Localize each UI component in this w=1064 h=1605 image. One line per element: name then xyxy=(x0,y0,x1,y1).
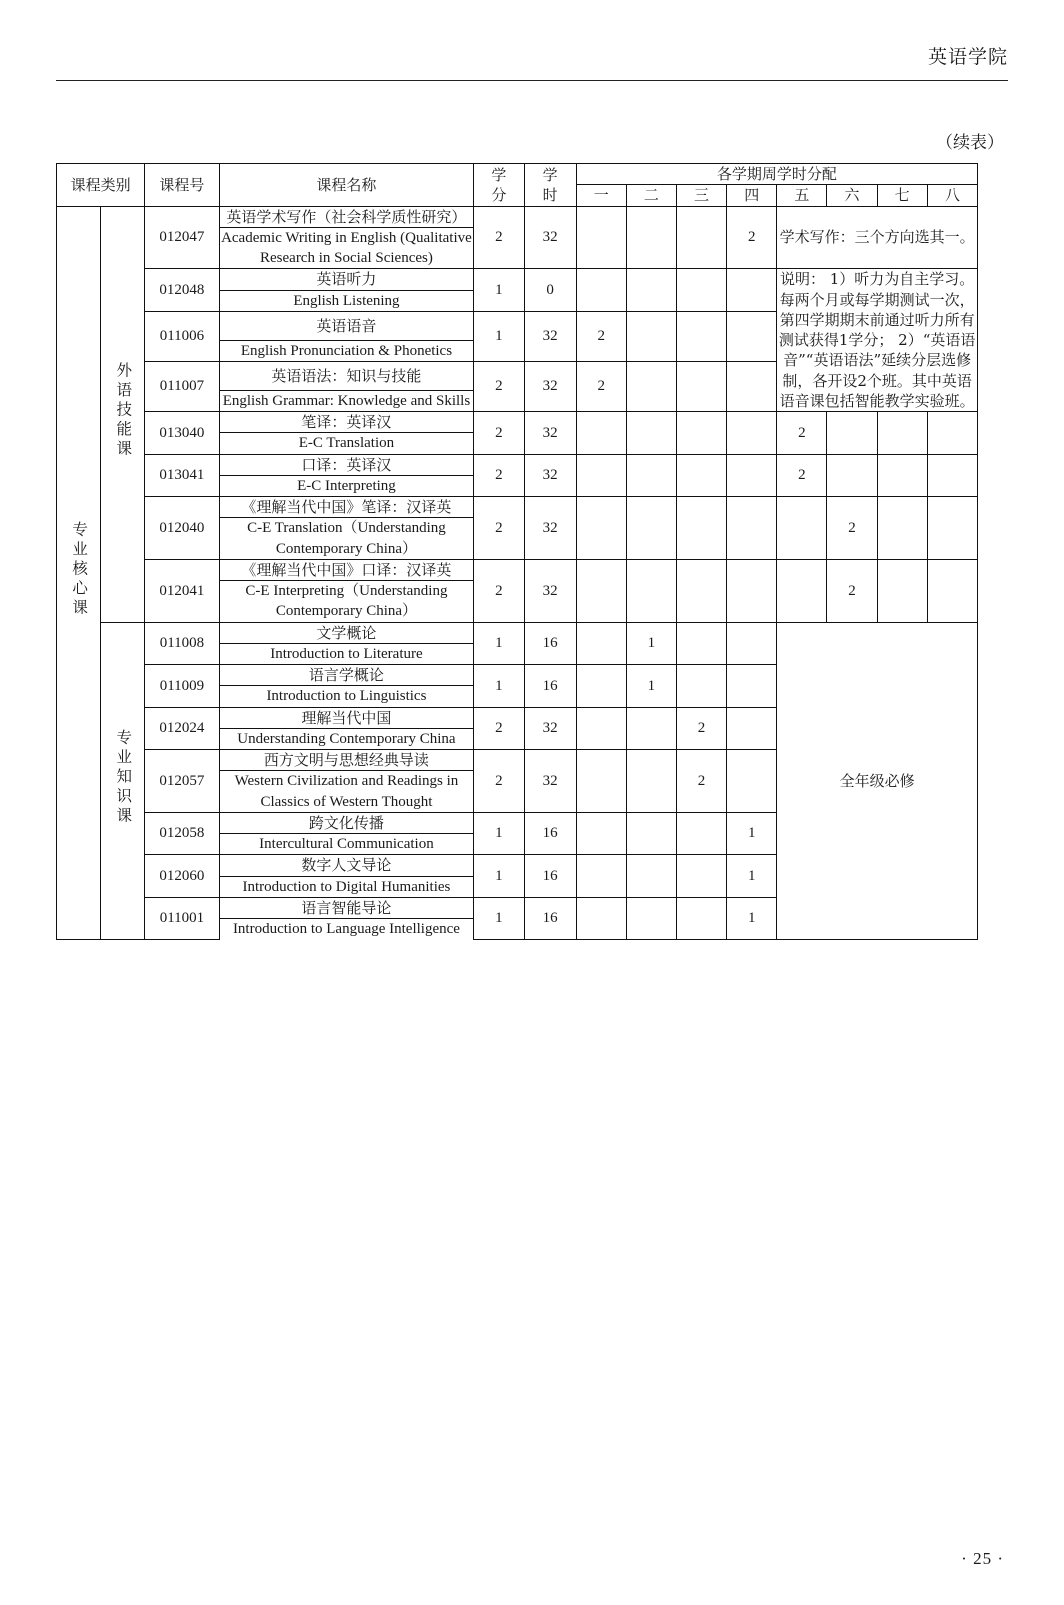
course-name-en: E-C Translation xyxy=(219,433,474,454)
course-code: 012040 xyxy=(145,497,219,560)
term-1-hours xyxy=(576,622,626,665)
term-3-hours xyxy=(676,812,726,855)
term-4-hours xyxy=(727,497,777,560)
course-code: 012047 xyxy=(145,206,219,269)
term-7-hours xyxy=(877,497,927,560)
course-name-en: Introduction to Linguistics xyxy=(219,686,474,707)
term-1-hours xyxy=(576,707,626,750)
term-7-hours xyxy=(877,412,927,455)
term-7-hours xyxy=(877,454,927,497)
course-name-en: C-E Translation（Understanding Contemporary China） xyxy=(219,518,474,560)
course-hours: 32 xyxy=(524,206,576,269)
course-hours: 32 xyxy=(524,454,576,497)
header-credit xyxy=(474,164,524,207)
course-credit: 1 xyxy=(474,855,524,898)
term-5-hours: 2 xyxy=(777,412,827,455)
course-code: 012057 xyxy=(145,750,219,813)
course-name-en: Understanding Contemporary China xyxy=(219,728,474,749)
term-4-hours: 1 xyxy=(727,855,777,898)
term-1-hours xyxy=(576,497,626,560)
term-5-hours xyxy=(777,559,827,622)
term-6-hours xyxy=(827,454,877,497)
table-row xyxy=(57,269,978,290)
course-name-en: English Listening xyxy=(219,290,474,311)
term-8-hours xyxy=(927,497,977,560)
term-3-hours xyxy=(676,206,726,269)
term-1-hours xyxy=(576,812,626,855)
term-1-hours xyxy=(576,559,626,622)
course-credit: 2 xyxy=(474,454,524,497)
course-credit: 1 xyxy=(474,311,524,361)
course-credit: 2 xyxy=(474,707,524,750)
term-1-hours xyxy=(576,897,626,939)
header-term-8: 八 xyxy=(927,185,977,206)
term-2-hours: 1 xyxy=(626,665,676,708)
category-group-cell xyxy=(101,622,145,939)
course-code: 011008 xyxy=(145,622,219,665)
term-3-hours xyxy=(676,361,726,411)
course-name-cn: 西方文明与思想经典导读 xyxy=(219,750,474,771)
header-term-1: 一 xyxy=(576,185,626,206)
header-code: 课程号 xyxy=(145,164,219,207)
category-group-cell xyxy=(101,206,145,622)
header-term-6: 六 xyxy=(827,185,877,206)
course-name-cn: 笔译：英译汉 xyxy=(219,412,474,433)
course-hours: 16 xyxy=(524,812,576,855)
course-code: 013040 xyxy=(145,412,219,455)
course-name-cn: 语言学概论 xyxy=(219,665,474,686)
table-row xyxy=(57,622,978,643)
course-name-cn: 理解当代中国 xyxy=(219,707,474,728)
table-row xyxy=(57,412,978,433)
course-hours: 32 xyxy=(524,559,576,622)
term-5-hours xyxy=(777,497,827,560)
course-name-cn: 英语听力 xyxy=(219,269,474,290)
term-2-hours xyxy=(626,812,676,855)
course-hours: 16 xyxy=(524,855,576,898)
course-code: 011009 xyxy=(145,665,219,708)
course-hours: 32 xyxy=(524,412,576,455)
course-code: 012048 xyxy=(145,269,219,312)
note-all-grades-required: 全年级必修 xyxy=(777,622,978,939)
course-hours: 32 xyxy=(524,707,576,750)
term-2-hours xyxy=(626,855,676,898)
course-code: 012058 xyxy=(145,812,219,855)
header-category: 课程类别 xyxy=(57,164,145,207)
header-term-4: 四 xyxy=(727,185,777,206)
header-credit-line2: 分 xyxy=(491,185,507,204)
course-name-en: English Pronunciation & Phonetics xyxy=(219,340,474,361)
table-row xyxy=(57,206,978,227)
term-2-hours xyxy=(626,559,676,622)
header-term-2: 二 xyxy=(626,185,676,206)
header-terms-group: 各学期周学时分配 xyxy=(576,164,977,185)
term-2-hours xyxy=(626,412,676,455)
header-term-3: 三 xyxy=(676,185,726,206)
course-hours: 32 xyxy=(524,311,576,361)
course-credit: 2 xyxy=(474,412,524,455)
course-name-cn: 英语语音 xyxy=(219,311,474,340)
course-code: 011007 xyxy=(145,361,219,411)
course-name-cn: 跨文化传播 xyxy=(219,812,474,833)
term-8-hours xyxy=(927,559,977,622)
course-hours: 32 xyxy=(524,497,576,560)
term-2-hours xyxy=(626,311,676,361)
term-6-hours: 2 xyxy=(827,559,877,622)
term-8-hours xyxy=(927,412,977,455)
course-credit: 2 xyxy=(474,750,524,813)
table-row xyxy=(57,497,978,518)
term-3-hours: 2 xyxy=(676,750,726,813)
course-name-en: Academic Writing in English (Qualitative Research in Social Sciences) xyxy=(219,227,474,269)
header-name: 课程名称 xyxy=(219,164,474,207)
course-name-en: Western Civilization and Readings in Classics of Western Thought xyxy=(219,771,474,813)
category-main-label: 专业核心课 xyxy=(70,520,89,619)
course-name-en: Introduction to Language Intelligence xyxy=(219,919,474,940)
course-name-en: English Grammar: Knowledge and Skills xyxy=(219,390,474,411)
table-row xyxy=(57,454,978,475)
term-4-hours xyxy=(727,750,777,813)
term-7-hours xyxy=(877,559,927,622)
course-name-cn: 口译：英译汉 xyxy=(219,454,474,475)
course-name-en: C-E Interpreting（Understanding Contemporary China） xyxy=(219,581,474,623)
header-divider xyxy=(56,80,1008,81)
header-term-5: 五 xyxy=(777,185,827,206)
course-hours: 32 xyxy=(524,750,576,813)
term-4-hours xyxy=(727,454,777,497)
page-number: · 25 · xyxy=(961,1549,1004,1568)
course-name-cn: 数字人文导论 xyxy=(219,855,474,876)
term-2-hours xyxy=(626,454,676,497)
course-name-cn: 《理解当代中国》笔译：汉译英 xyxy=(219,497,474,518)
term-1-hours: 2 xyxy=(576,311,626,361)
term-3-hours xyxy=(676,622,726,665)
course-credit: 1 xyxy=(474,622,524,665)
category-group-label: 专业知识课 xyxy=(114,728,133,827)
term-6-hours: 2 xyxy=(827,497,877,560)
header-term-7: 七 xyxy=(877,185,927,206)
course-code: 013041 xyxy=(145,454,219,497)
term-2-hours xyxy=(626,497,676,560)
term-5-hours: 2 xyxy=(777,454,827,497)
term-1-hours xyxy=(576,206,626,269)
term-3-hours xyxy=(676,897,726,939)
term-3-hours: 2 xyxy=(676,707,726,750)
term-4-hours xyxy=(727,707,777,750)
term-2-hours xyxy=(626,897,676,939)
header-hours-line2: 时 xyxy=(542,185,558,204)
term-2-hours xyxy=(626,750,676,813)
term-2-hours xyxy=(626,707,676,750)
course-table-wrapper xyxy=(56,163,978,940)
header-credit-line1: 学 xyxy=(491,165,507,184)
table-row xyxy=(57,559,978,580)
course-code: 012041 xyxy=(145,559,219,622)
term-1-hours xyxy=(576,412,626,455)
term-4-hours xyxy=(727,361,777,411)
course-hours: 0 xyxy=(524,269,576,312)
term-4-hours xyxy=(727,269,777,312)
category-main-cell xyxy=(57,206,101,939)
continued-table-label: （续表） xyxy=(936,133,1004,153)
term-1-hours xyxy=(576,750,626,813)
course-hours: 32 xyxy=(524,361,576,411)
course-code: 012060 xyxy=(145,855,219,898)
course-name-en: Introduction to Literature xyxy=(219,643,474,664)
term-2-hours: 1 xyxy=(626,622,676,665)
course-table-body xyxy=(57,206,978,939)
header-hours xyxy=(524,164,576,207)
course-credit: 2 xyxy=(474,206,524,269)
term-1-hours: 2 xyxy=(576,361,626,411)
course-table xyxy=(56,163,978,940)
course-name-cn: 文学概论 xyxy=(219,622,474,643)
term-3-hours xyxy=(676,559,726,622)
course-credit: 2 xyxy=(474,361,524,411)
term-3-hours xyxy=(676,454,726,497)
course-name-en: Intercultural Communication xyxy=(219,834,474,855)
header-title: 英语学院 xyxy=(927,46,1008,68)
term-4-hours xyxy=(727,311,777,361)
course-code: 012024 xyxy=(145,707,219,750)
header-hours-line1: 学 xyxy=(542,165,558,184)
course-name-en: Introduction to Digital Humanities xyxy=(219,876,474,897)
term-1-hours xyxy=(576,454,626,497)
term-4-hours: 1 xyxy=(727,897,777,939)
term-3-hours xyxy=(676,855,726,898)
category-group-label: 外语技能课 xyxy=(114,362,133,460)
term-4-hours xyxy=(727,412,777,455)
term-8-hours xyxy=(927,454,977,497)
term-3-hours xyxy=(676,311,726,361)
term-2-hours xyxy=(626,269,676,312)
course-credit: 1 xyxy=(474,665,524,708)
term-2-hours xyxy=(626,361,676,411)
term-4-hours: 2 xyxy=(727,206,777,269)
course-hours: 16 xyxy=(524,665,576,708)
term-1-hours xyxy=(576,665,626,708)
course-name-cn: 英语语法：知识与技能 xyxy=(219,361,474,390)
term-4-hours xyxy=(727,665,777,708)
term-3-hours xyxy=(676,269,726,312)
course-name-en: E-C Interpreting xyxy=(219,475,474,496)
course-code: 011001 xyxy=(145,897,219,939)
term-3-hours xyxy=(676,665,726,708)
course-credit: 2 xyxy=(474,559,524,622)
term-1-hours xyxy=(576,269,626,312)
note-listening-explanation: 说明： 1）听力为自主学习。每两个月或每学期测试一次，第四学期期末前通过听力所有测试获得1学分； 2）“英语语音”“英语语法”延续分层选修制，各开设2个班。其中英语语音课包括智能教学实验班。 xyxy=(777,269,978,412)
term-6-hours xyxy=(827,412,877,455)
term-2-hours xyxy=(626,206,676,269)
course-credit: 1 xyxy=(474,897,524,939)
course-hours: 16 xyxy=(524,897,576,939)
term-3-hours xyxy=(676,497,726,560)
term-4-hours xyxy=(727,622,777,665)
course-name-cn: 英语学术写作（社会科学质性研究） xyxy=(219,206,474,227)
course-credit: 1 xyxy=(474,812,524,855)
course-name-cn: 语言智能导论 xyxy=(219,897,474,918)
course-credit: 2 xyxy=(474,497,524,560)
term-4-hours: 1 xyxy=(727,812,777,855)
term-3-hours xyxy=(676,412,726,455)
course-code: 011006 xyxy=(145,311,219,361)
note-academic-writing: 学术写作：三个方向选其一。 xyxy=(777,206,978,269)
term-1-hours xyxy=(576,855,626,898)
course-hours: 16 xyxy=(524,622,576,665)
course-name-cn: 《理解当代中国》口译：汉译英 xyxy=(219,559,474,580)
page-header xyxy=(56,42,1008,86)
table-header-row xyxy=(57,164,978,185)
term-4-hours xyxy=(727,559,777,622)
course-credit: 1 xyxy=(474,269,524,312)
